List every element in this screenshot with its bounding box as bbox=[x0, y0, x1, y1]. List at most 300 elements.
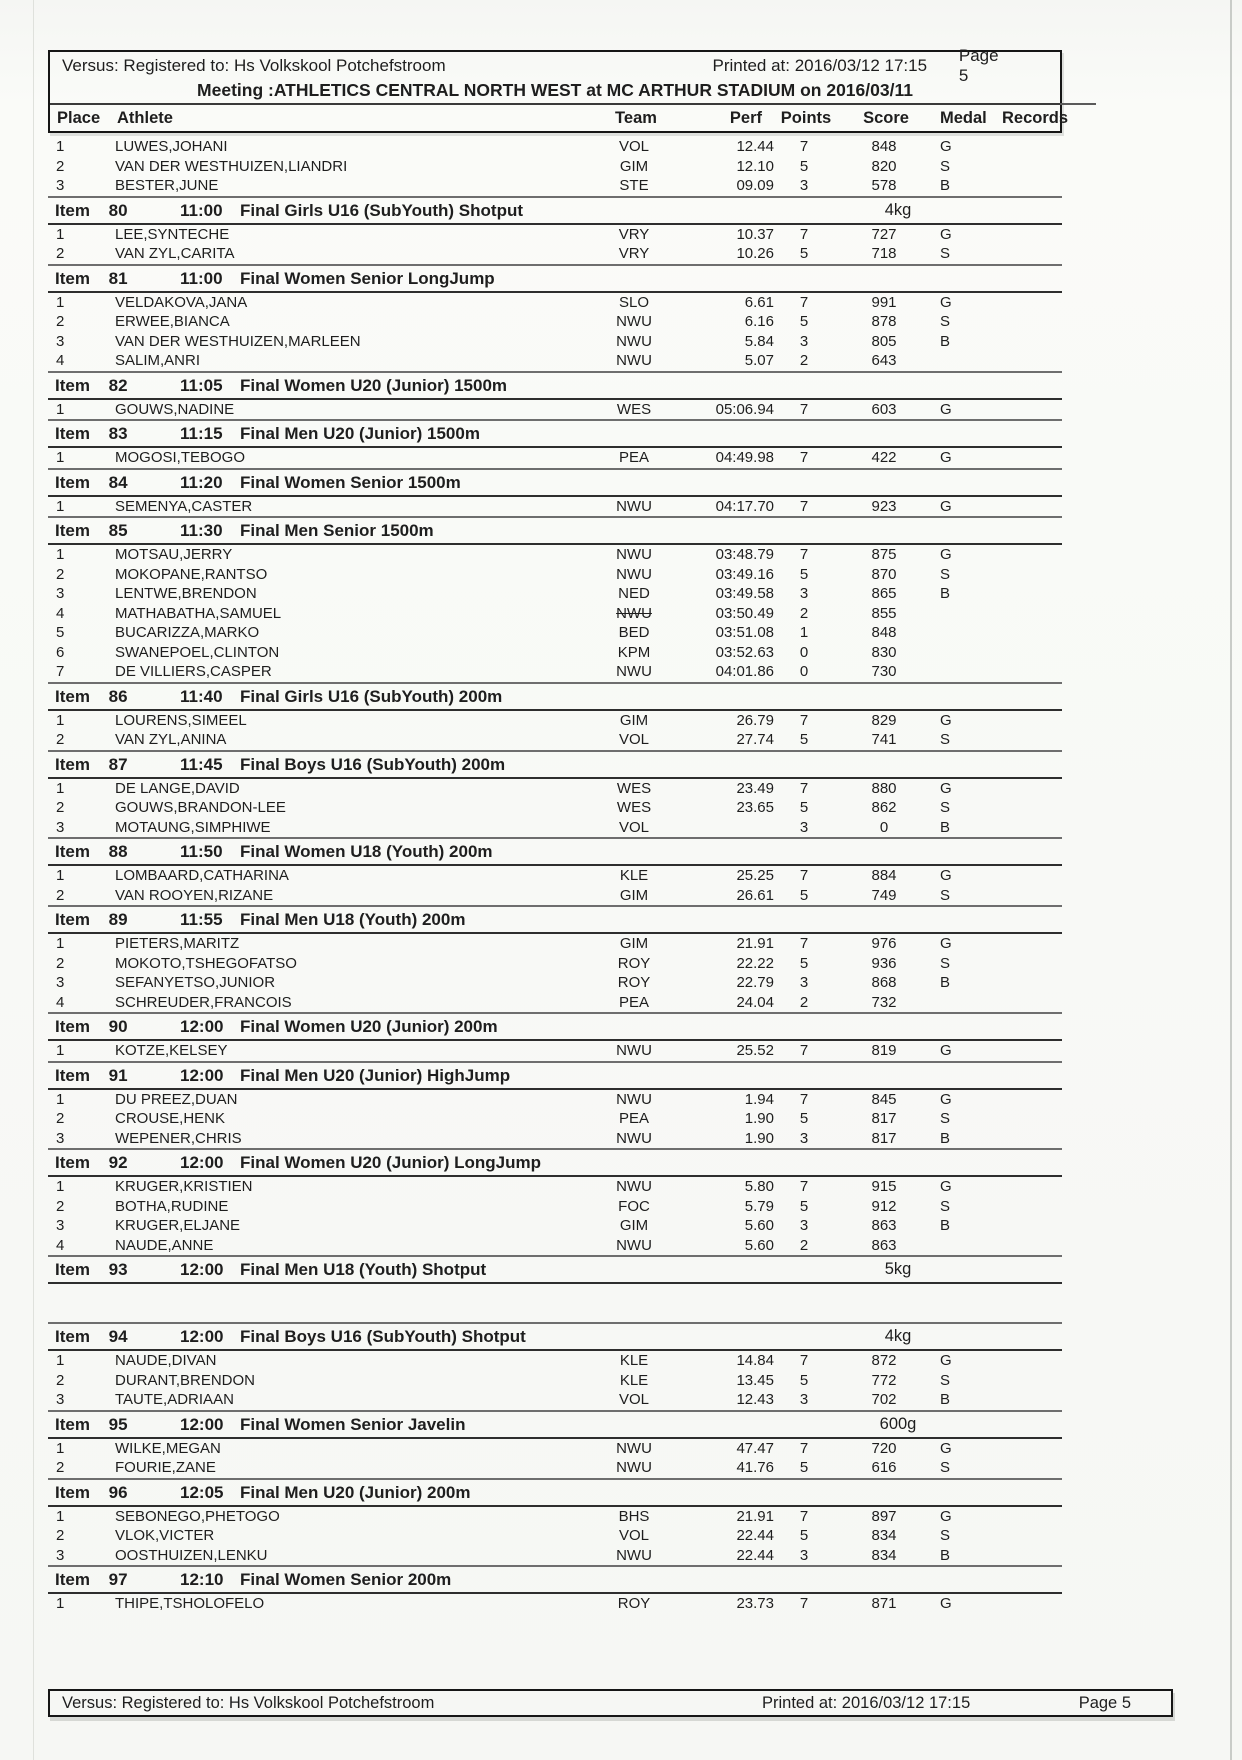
result-row bbox=[48, 818, 1062, 838]
event-rows bbox=[48, 711, 1062, 750]
place: 3 bbox=[56, 332, 65, 350]
performance: 22.44 bbox=[736, 1546, 774, 1564]
records bbox=[1000, 157, 1058, 177]
score: 616 bbox=[871, 1459, 897, 1476]
records bbox=[1000, 779, 1058, 799]
team-code: NWU bbox=[616, 604, 652, 622]
performance: 41.76 bbox=[736, 1459, 774, 1476]
athlete-name: DE LANGE,DAVID bbox=[115, 779, 240, 797]
place: 3 bbox=[56, 585, 65, 602]
result-row bbox=[48, 623, 1062, 643]
result-row bbox=[48, 604, 1062, 624]
place: 1 bbox=[56, 1042, 65, 1059]
points: 5 bbox=[799, 886, 809, 904]
place: 2 bbox=[56, 1197, 65, 1215]
team-code: NWU bbox=[616, 332, 652, 350]
medal: G bbox=[940, 225, 952, 243]
records bbox=[1000, 818, 1058, 838]
athlete-name: WEPENER,CHRIS bbox=[115, 1129, 242, 1147]
event-section bbox=[48, 264, 1062, 371]
event-rows bbox=[48, 1041, 1062, 1061]
event-item-label: Item 95 bbox=[55, 1414, 128, 1434]
event-time: 11:00 bbox=[180, 200, 223, 220]
place: 1 bbox=[56, 497, 65, 515]
column-header-medal: Medal bbox=[940, 108, 987, 127]
performance: 03:52.63 bbox=[715, 643, 774, 661]
report-header bbox=[48, 45, 1069, 133]
athlete-name: VELDAKOVA,JANA bbox=[115, 293, 248, 311]
score: 741 bbox=[871, 731, 897, 748]
event-time: 11:40 bbox=[180, 686, 223, 706]
place: 2 bbox=[56, 157, 65, 175]
points: 5 bbox=[799, 1527, 809, 1544]
score: 991 bbox=[871, 293, 897, 311]
performance: 14.84 bbox=[736, 1352, 774, 1369]
team-code: NWU bbox=[616, 663, 652, 680]
place: 1 bbox=[56, 779, 65, 797]
event-rows bbox=[48, 866, 1062, 905]
event-section bbox=[48, 137, 1062, 196]
place: 1 bbox=[56, 225, 65, 243]
points: 0 bbox=[799, 643, 809, 661]
points: 5 bbox=[799, 313, 809, 330]
place: 3 bbox=[56, 1391, 65, 1408]
result-row bbox=[48, 1041, 1062, 1061]
place: 3 bbox=[56, 1546, 65, 1564]
points: 7 bbox=[799, 1507, 809, 1525]
column-header-perf: Perf bbox=[729, 108, 762, 127]
team-code: VRY bbox=[618, 225, 650, 243]
event-item-label: Item 85 bbox=[55, 521, 128, 540]
result-row bbox=[48, 1371, 1062, 1391]
performance: 23.65 bbox=[736, 799, 774, 816]
performance: 27.74 bbox=[736, 731, 774, 748]
score: 732 bbox=[871, 993, 897, 1011]
event-title: Final Women Senior LongJump bbox=[240, 268, 495, 288]
column-header-place: Place bbox=[57, 108, 101, 127]
column-header-records: Records bbox=[1002, 108, 1069, 127]
team-code: WES bbox=[616, 779, 652, 797]
team-code: NWU bbox=[616, 497, 652, 515]
report-footer bbox=[48, 1689, 1173, 1717]
result-row bbox=[48, 1177, 1062, 1197]
place: 4 bbox=[56, 604, 65, 622]
event-time: 11:45 bbox=[180, 754, 223, 774]
place: 3 bbox=[56, 1217, 65, 1234]
place: 2 bbox=[56, 1527, 65, 1544]
team-code: WES bbox=[616, 799, 652, 816]
athlete-name: SALIM,ANRI bbox=[115, 352, 201, 369]
points: 3 bbox=[799, 332, 809, 350]
place: 2 bbox=[56, 1110, 65, 1127]
column-header-points: Points bbox=[780, 108, 832, 127]
records bbox=[1000, 798, 1058, 818]
athlete-name: BOTHA,RUDINE bbox=[115, 1197, 229, 1215]
records bbox=[1000, 448, 1058, 468]
team-code: ROY bbox=[617, 974, 651, 991]
performance: 5.60 bbox=[744, 1236, 774, 1254]
records bbox=[1000, 1090, 1058, 1110]
result-row bbox=[48, 886, 1062, 906]
place: 1 bbox=[56, 1507, 65, 1525]
event-item-label: Item 90 bbox=[55, 1017, 128, 1036]
column-header-athlete: Athlete bbox=[117, 108, 173, 127]
medal: S bbox=[940, 1197, 951, 1215]
records bbox=[1000, 244, 1058, 264]
event-implement-weight: 600g bbox=[879, 1414, 917, 1433]
score: 817 bbox=[871, 1110, 897, 1127]
points: 7 bbox=[799, 225, 809, 243]
place: 2 bbox=[56, 731, 65, 748]
event-rows bbox=[48, 293, 1062, 371]
place: 7 bbox=[56, 663, 65, 680]
records bbox=[1000, 497, 1058, 517]
result-row bbox=[48, 1109, 1062, 1129]
event-time: 12:00 bbox=[180, 1017, 224, 1036]
performance: 10.37 bbox=[736, 225, 774, 243]
records bbox=[1000, 1109, 1058, 1129]
event-item-label: Item 96 bbox=[55, 1482, 128, 1502]
event-time: 11:55 bbox=[180, 910, 223, 929]
event-time: 11:20 bbox=[180, 472, 223, 492]
place: 6 bbox=[56, 643, 65, 661]
records bbox=[1000, 545, 1058, 565]
place: 3 bbox=[56, 177, 65, 194]
score: 912 bbox=[871, 1197, 897, 1215]
athlete-name: LUWES,JOHANI bbox=[115, 138, 228, 155]
medal: S bbox=[940, 731, 951, 748]
footer-printed-at-text: Printed at: 2016/03/12 17:15 bbox=[762, 1693, 971, 1712]
result-row bbox=[48, 1546, 1062, 1566]
event-item-label: Item 89 bbox=[55, 910, 128, 929]
records bbox=[1000, 1458, 1058, 1478]
points: 3 bbox=[799, 1391, 809, 1408]
performance: 5.07 bbox=[744, 352, 774, 369]
athlete-name: VAN ZYL,CARITA bbox=[115, 245, 235, 262]
records bbox=[1000, 565, 1058, 585]
event-rows bbox=[48, 545, 1062, 682]
event-title: Final Girls U16 (SubYouth) Shotput bbox=[240, 200, 524, 220]
event-rows bbox=[48, 779, 1062, 838]
performance: 04:01.86 bbox=[715, 663, 774, 680]
performance: 10.26 bbox=[736, 245, 774, 262]
score: 870 bbox=[871, 565, 897, 583]
score: 422 bbox=[871, 449, 897, 466]
event-header bbox=[48, 1478, 1062, 1507]
medal: G bbox=[940, 1439, 952, 1457]
event-item-label: Item 94 bbox=[55, 1327, 128, 1346]
event-implement-weight: 5kg bbox=[884, 1260, 912, 1278]
points: 7 bbox=[799, 779, 809, 797]
athlete-name: SEMENYA,CASTER bbox=[115, 497, 253, 515]
team-code: BED bbox=[618, 624, 650, 641]
result-row bbox=[48, 332, 1062, 352]
result-row bbox=[48, 866, 1062, 886]
performance: 5.84 bbox=[744, 332, 774, 350]
medal: B bbox=[940, 818, 951, 836]
records bbox=[1000, 400, 1058, 420]
medal: S bbox=[940, 1110, 951, 1127]
performance: 23.73 bbox=[736, 1595, 774, 1612]
event-time: 11:05 bbox=[180, 375, 223, 395]
team-code: KPM bbox=[617, 643, 651, 661]
records bbox=[1000, 886, 1058, 906]
records bbox=[1000, 176, 1058, 196]
medal: S bbox=[940, 799, 951, 816]
event-rows bbox=[48, 448, 1062, 468]
registered-to-text: Versus: Registered to: Hs Volkskool Potchefstroom bbox=[62, 55, 446, 75]
place: 2 bbox=[56, 1371, 65, 1389]
event-header bbox=[48, 1148, 1062, 1177]
result-row bbox=[48, 176, 1062, 196]
event-section bbox=[48, 837, 1062, 905]
place: 4 bbox=[56, 993, 65, 1011]
place: 4 bbox=[56, 1236, 65, 1254]
score: 718 bbox=[871, 245, 897, 262]
team-code: GIM bbox=[619, 886, 649, 904]
score: 884 bbox=[871, 867, 897, 884]
result-row bbox=[48, 584, 1062, 604]
records bbox=[1000, 1351, 1058, 1371]
score: 643 bbox=[871, 352, 897, 369]
event-title: Final Men U20 (Junior) 1500m bbox=[240, 424, 480, 443]
athlete-name: MATHABATHA,SAMUEL bbox=[115, 604, 282, 622]
column-header-team: Team bbox=[615, 108, 657, 127]
points: 1 bbox=[799, 624, 809, 641]
score: 875 bbox=[871, 546, 897, 563]
records bbox=[1000, 332, 1058, 352]
points: 5 bbox=[799, 1110, 809, 1127]
medal: G bbox=[940, 546, 952, 563]
team-code: SLO bbox=[618, 293, 649, 311]
records bbox=[1000, 1371, 1058, 1391]
records bbox=[1000, 351, 1058, 371]
performance: 12.10 bbox=[736, 157, 774, 175]
score: 830 bbox=[871, 643, 897, 661]
event-time: 11:00 bbox=[180, 268, 223, 288]
event-header bbox=[48, 1012, 1062, 1041]
athlete-name: FOURIE,ZANE bbox=[115, 1459, 216, 1476]
points: 5 bbox=[799, 245, 809, 262]
result-row bbox=[48, 1197, 1062, 1217]
team-code: ROY bbox=[617, 1595, 651, 1612]
team-code: WES bbox=[616, 400, 652, 418]
points: 7 bbox=[799, 1178, 809, 1195]
event-title: Final Boys U16 (SubYouth) Shotput bbox=[240, 1327, 526, 1346]
result-row bbox=[48, 448, 1062, 468]
place: 3 bbox=[56, 818, 65, 836]
performance: 26.61 bbox=[736, 886, 774, 904]
event-implement-weight: 4kg bbox=[884, 1327, 912, 1345]
event-item-label: Item 83 bbox=[55, 424, 128, 443]
event-section bbox=[48, 1478, 1062, 1566]
event-section bbox=[48, 1061, 1062, 1149]
place: 2 bbox=[56, 245, 65, 262]
result-row bbox=[48, 157, 1062, 177]
place: 3 bbox=[56, 1129, 65, 1147]
event-title: Final Men U18 (Youth) 200m bbox=[240, 910, 466, 929]
points: 7 bbox=[799, 546, 809, 563]
team-code: NWU bbox=[616, 1459, 652, 1476]
score: 865 bbox=[871, 585, 897, 602]
score: 897 bbox=[871, 1507, 897, 1525]
event-section bbox=[48, 1148, 1062, 1255]
place: 2 bbox=[56, 886, 65, 904]
medal bbox=[934, 604, 1000, 624]
performance: 22.79 bbox=[736, 974, 774, 991]
points: 7 bbox=[799, 1595, 809, 1612]
event-section bbox=[48, 419, 1062, 468]
event-header bbox=[48, 750, 1062, 779]
score: 727 bbox=[871, 225, 897, 243]
medal: S bbox=[940, 245, 951, 262]
header-meta-row bbox=[50, 45, 1060, 85]
result-row bbox=[48, 244, 1062, 264]
place: 3 bbox=[56, 974, 65, 991]
medal bbox=[934, 351, 1000, 371]
records bbox=[1000, 643, 1058, 663]
records bbox=[1000, 604, 1058, 624]
event-time: 12:00 bbox=[180, 1153, 224, 1172]
athlete-name: MOGOSI,TEBOGO bbox=[115, 449, 246, 466]
performance: 09.09 bbox=[736, 177, 774, 194]
medal bbox=[934, 1236, 1000, 1256]
team-code: GIM bbox=[619, 711, 649, 729]
medal: B bbox=[940, 177, 951, 194]
team-code: GIM bbox=[619, 157, 649, 175]
event-rows bbox=[48, 1594, 1062, 1614]
event-title: Final Men U18 (Youth) Shotput bbox=[240, 1260, 487, 1279]
team-code: KLE bbox=[619, 1352, 649, 1369]
score: 923 bbox=[871, 497, 897, 515]
athlete-name: DURANT,BRENDON bbox=[115, 1371, 256, 1389]
result-row bbox=[48, 1526, 1062, 1546]
athlete-name: GOUWS,BRANDON-LEE bbox=[115, 799, 286, 816]
result-row bbox=[48, 1439, 1062, 1459]
event-header bbox=[48, 468, 1062, 497]
event-time: 12:00 bbox=[180, 1327, 224, 1346]
athlete-name: MOKOTO,TSHEGOFATSO bbox=[115, 954, 297, 972]
records bbox=[1000, 711, 1058, 731]
medal bbox=[934, 623, 1000, 643]
athlete-name: LOMBAARD,CATHARINA bbox=[115, 867, 289, 884]
athlete-name: LENTWE,BRENDON bbox=[115, 585, 257, 602]
place: 4 bbox=[56, 352, 65, 369]
points: 5 bbox=[799, 799, 809, 816]
points: 7 bbox=[799, 1439, 809, 1457]
team-code: NWU bbox=[616, 565, 652, 583]
athlete-name: THIPE,TSHOLOFELO bbox=[115, 1595, 265, 1612]
points: 3 bbox=[799, 177, 809, 194]
records bbox=[1000, 137, 1058, 157]
team-code: VRY bbox=[618, 245, 650, 262]
athlete-name: WILKE,MEGAN bbox=[115, 1439, 221, 1457]
event-item-label: Item 80 bbox=[55, 200, 128, 220]
score: 868 bbox=[871, 974, 897, 991]
team-code: VOL bbox=[618, 818, 649, 836]
result-row bbox=[48, 351, 1062, 371]
event-section bbox=[48, 516, 1062, 682]
event-title: Final Women U20 (Junior) 1500m bbox=[240, 375, 508, 395]
points: 5 bbox=[799, 1459, 809, 1476]
medal: G bbox=[940, 1352, 952, 1369]
team-code: GIM bbox=[619, 1217, 649, 1234]
page-number: Page 5 bbox=[958, 45, 999, 85]
performance: 1.90 bbox=[744, 1129, 774, 1147]
event-rows bbox=[48, 934, 1062, 1012]
athlete-name: NAUDE,ANNE bbox=[115, 1236, 214, 1254]
medal: G bbox=[940, 1090, 952, 1108]
place: 2 bbox=[56, 1459, 65, 1476]
result-row bbox=[48, 137, 1062, 157]
athlete-name: KRUGER,KRISTIEN bbox=[115, 1178, 253, 1195]
records bbox=[1000, 1526, 1058, 1546]
athlete-name: DE VILLIERS,CASPER bbox=[115, 663, 272, 680]
event-section bbox=[48, 682, 1062, 750]
event-header bbox=[48, 837, 1062, 866]
performance bbox=[690, 818, 774, 838]
points: 7 bbox=[799, 711, 809, 729]
score: 0 bbox=[879, 818, 889, 836]
records bbox=[1000, 1216, 1058, 1236]
medal: G bbox=[940, 400, 952, 418]
performance: 5.79 bbox=[744, 1197, 774, 1215]
medal: S bbox=[940, 157, 951, 175]
event-title: Final Women U20 (Junior) LongJump bbox=[240, 1153, 541, 1172]
medal: G bbox=[940, 1178, 952, 1195]
performance: 04:49.98 bbox=[715, 449, 774, 466]
team-code: GIM bbox=[619, 935, 649, 952]
result-row bbox=[48, 545, 1062, 565]
medal: S bbox=[940, 1459, 951, 1476]
place: 1 bbox=[56, 449, 65, 466]
place: 1 bbox=[56, 1090, 65, 1108]
performance: 13.45 bbox=[736, 1371, 774, 1389]
points: 2 bbox=[799, 352, 809, 369]
medal: S bbox=[940, 1371, 951, 1389]
event-header bbox=[48, 371, 1062, 400]
team-code: NWU bbox=[616, 1090, 652, 1108]
performance: 5.80 bbox=[744, 1178, 774, 1195]
column-header-score: Score bbox=[863, 108, 909, 127]
performance: 25.25 bbox=[736, 867, 774, 884]
performance: 24.04 bbox=[736, 993, 774, 1011]
performance: 03:49.16 bbox=[715, 565, 774, 583]
result-row bbox=[48, 1351, 1062, 1371]
event-time: 12:00 bbox=[180, 1260, 224, 1279]
team-code: PEA bbox=[618, 449, 649, 466]
athlete-name: KRUGER,ELJANE bbox=[115, 1217, 241, 1234]
athlete-name: VLOK,VICTER bbox=[115, 1527, 215, 1544]
medal: G bbox=[940, 779, 952, 797]
event-title: Final Men U20 (Junior) 200m bbox=[240, 1482, 471, 1502]
result-row bbox=[48, 934, 1062, 954]
team-code: NWU bbox=[616, 1042, 652, 1059]
records bbox=[1000, 866, 1058, 886]
team-code: VOL bbox=[618, 731, 649, 748]
event-section bbox=[48, 468, 1062, 517]
records bbox=[1000, 225, 1058, 245]
event-item-label: Item 91 bbox=[55, 1065, 128, 1085]
event-rows bbox=[48, 497, 1062, 517]
performance: 6.61 bbox=[744, 293, 774, 311]
event-title: Final Women Senior Javelin bbox=[240, 1414, 466, 1434]
event-header bbox=[48, 1410, 1062, 1439]
place: 1 bbox=[56, 138, 65, 155]
athlete-name: CROUSE,HENK bbox=[115, 1110, 226, 1127]
records bbox=[1000, 1594, 1058, 1614]
team-code: FOC bbox=[618, 1197, 650, 1215]
